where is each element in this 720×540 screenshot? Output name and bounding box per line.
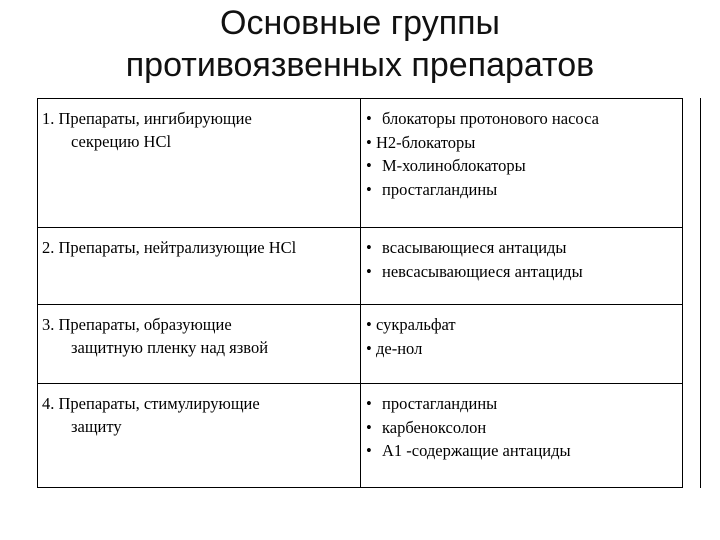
drug-item: • М-холиноблокаторы <box>366 156 526 175</box>
title-line-1: Основные группы <box>220 4 500 42</box>
drugs-cell-4 <box>366 392 678 463</box>
column-divider <box>360 99 361 228</box>
drug-item: • карбеноксолон <box>366 417 487 437</box>
group-name-line-1: 1. Препараты, ингибирующие <box>42 109 252 128</box>
drug-item: • сукральфат <box>366 315 456 334</box>
drug-groups-table <box>37 98 683 488</box>
group-cell-1 <box>42 107 360 153</box>
table-row-1 <box>38 99 682 228</box>
title-line-2: противоязвенных препаратов <box>125 46 595 84</box>
group-name-line-1: 4. Препараты, стимулирующие <box>42 394 260 413</box>
table-row-4 <box>38 384 682 488</box>
group-name-line-2: секрецию HCl <box>71 132 172 151</box>
column-divider <box>360 384 361 488</box>
drug-item: • блокаторы протонового насоса <box>366 109 599 128</box>
drug-item: • простагландины <box>366 394 498 413</box>
group-cell-2 <box>42 236 360 259</box>
drug-item: • А1 -содержащие антациды <box>366 441 571 460</box>
drug-item: • простагландины <box>366 179 498 199</box>
group-cell-3 <box>42 313 360 359</box>
column-divider <box>360 228 361 305</box>
table-row-2 <box>38 228 682 305</box>
drugs-cell-3 <box>366 313 678 360</box>
table-row-3 <box>38 305 682 384</box>
drugs-cell-1 <box>366 107 678 201</box>
group-name-line-2: защиту <box>71 417 122 436</box>
column-divider <box>360 305 361 384</box>
group-name-line-2: защитную пленку над язвой <box>71 338 269 357</box>
drug-item: • де-нол <box>366 338 423 358</box>
drugs-cell-2 <box>366 236 678 283</box>
drug-item: • невсасывающиеся антациды <box>366 261 583 281</box>
group-cell-4 <box>42 392 360 438</box>
drug-item: • всасывающиеся антациды <box>366 238 567 257</box>
drug-item: • Н2-блокаторы <box>366 132 476 152</box>
slide-title <box>0 2 720 86</box>
table-right-edge-line <box>700 98 701 488</box>
group-name-line-1: 2. Препараты, нейтрализующие HCl <box>42 238 297 257</box>
group-name-line-1: 3. Препараты, образующие <box>42 315 232 334</box>
